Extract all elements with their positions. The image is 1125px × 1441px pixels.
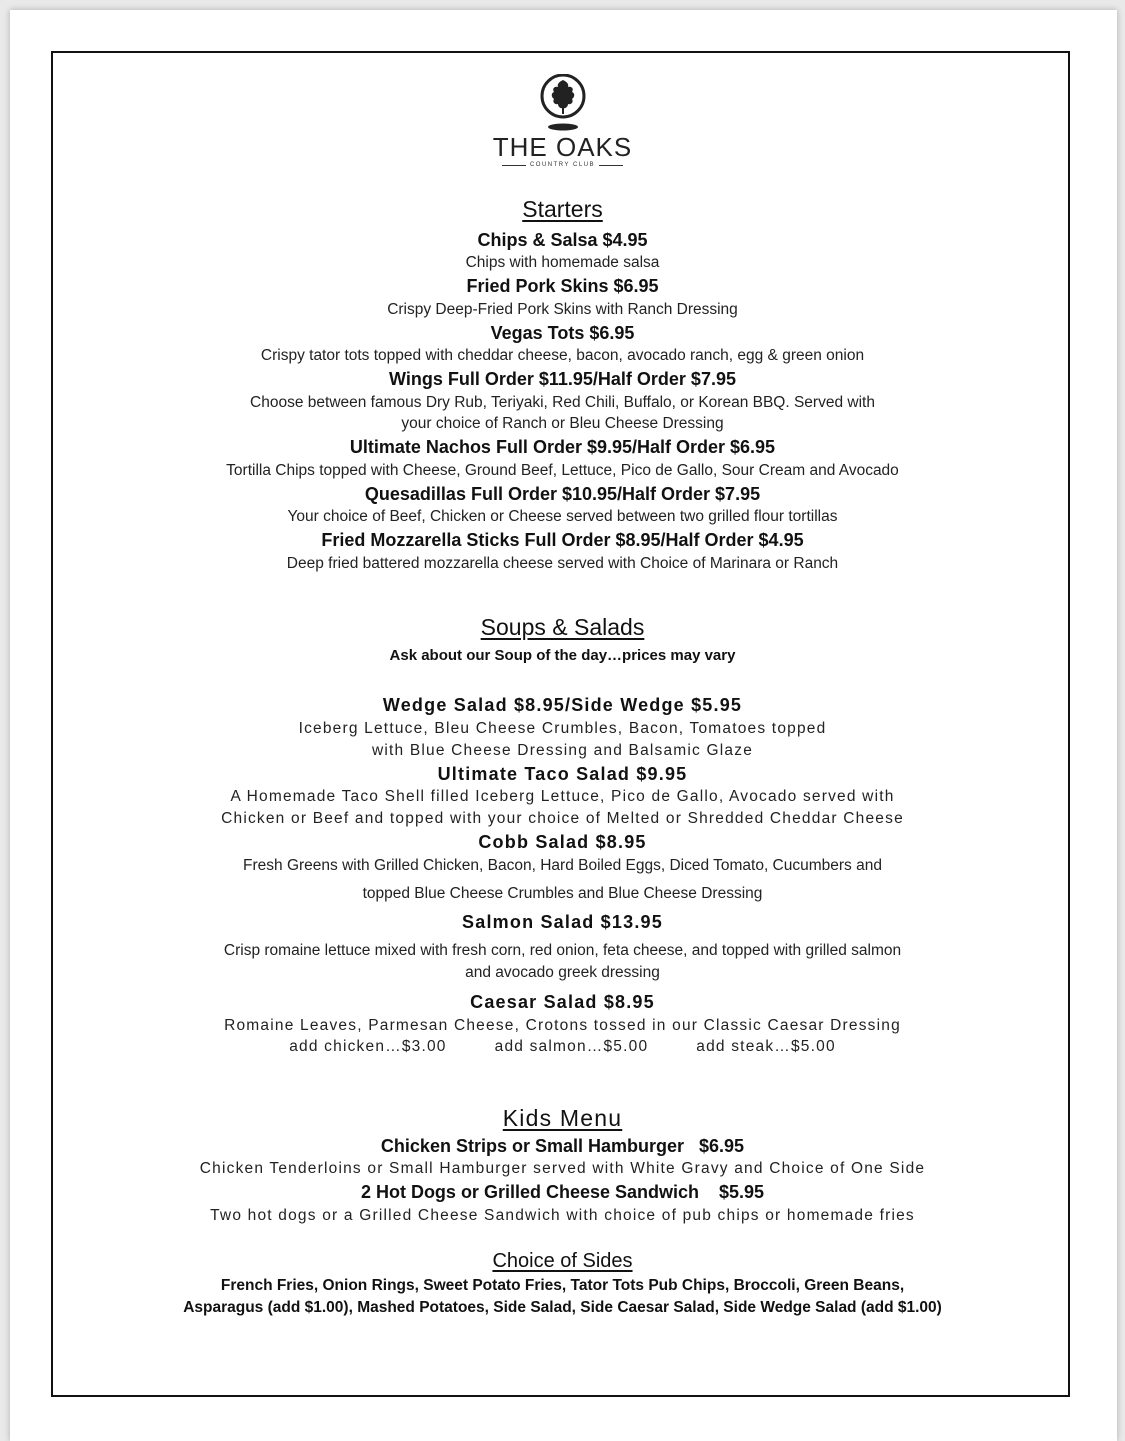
sides-line: Asparagus (add $1.00), Mashed Potatoes, Side Salad, Side Caesar Salad, Side Wedge Salad (add $1.00) (183, 1299, 942, 1316)
brand-name: THE OAKS (492, 132, 633, 162)
menu-item-desc: and avocado greek dressing (465, 964, 660, 981)
menu-item-desc: Choose between famous Dry Rub, Teriyaki, Red Chili, Buffalo, or Korean BBQ. Served with (250, 394, 875, 411)
menu-item-desc: A Homemade Taco Shell filled Iceberg Lettuce, Pico de Gallo, Avocado served with (230, 788, 895, 805)
menu-item-name: Ultimate Nachos Full Order $9.95/Half Order $6.95 (349, 437, 776, 457)
menu-item-name: 2 Hot Dogs or Grilled Cheese Sandwich $5.95 (360, 1182, 765, 1202)
menu-item-desc: Two hot dogs or a Grilled Cheese Sandwich with choice of pub chips or homemade fries (210, 1207, 915, 1224)
menu-item-name: Chips & Salsa $4.95 (477, 230, 648, 250)
addon-chicken: add chicken…$3.00 (289, 1038, 447, 1055)
menu-item-desc: Crispy tator tots topped with cheddar cheese, bacon, avocado ranch, egg & green onion (260, 347, 865, 364)
menu-item-desc: Tortilla Chips topped with Cheese, Ground Beef, Lettuce, Pico de Gallo, Sour Cream and Avocado (226, 462, 899, 479)
soups-salads-heading: Soups & Salads (480, 614, 645, 640)
menu-item-name: Fried Mozzarella Sticks Full Order $8.95/Half Order $4.95 (321, 530, 804, 550)
caesar-addons (0, 1038, 1125, 1056)
menu-item-desc: Chips with homemade salsa (465, 254, 660, 271)
menu-item-name: Quesadillas Full Order $10.95/Half Order $7.95 (364, 484, 761, 504)
menu-item-desc: with Blue Cheese Dressing and Balsamic Glaze (371, 742, 754, 759)
sides-line: French Fries, Onion Rings, Sweet Potato Fries, Tator Tots Pub Chips, Broccoli, Green Beans, (220, 1277, 905, 1294)
menu-item-desc: Chicken Tenderloins or Small Hamburger served with White Gravy and Choice of One Side (199, 1160, 926, 1177)
soup-note: Ask about our Soup of the day…prices may vary (389, 647, 736, 664)
sides-heading: Choice of Sides (492, 1250, 633, 1272)
menu-item-name: Chicken Strips or Small Hamburger $6.95 (380, 1136, 745, 1156)
menu-item-name: Ultimate Taco Salad $9.95 (437, 764, 688, 784)
menu-item-name: Vegas Tots $6.95 (490, 323, 635, 343)
brand-subtitle: COUNTRY CLUB (0, 162, 1125, 169)
menu-item-desc: Your choice of Beef, Chicken or Cheese served between two grilled flour tortillas (287, 508, 838, 525)
menu-item-name: Wedge Salad $8.95/Side Wedge $5.95 (382, 695, 743, 715)
menu-item-name: Caesar Salad $8.95 (470, 992, 655, 1012)
menu-item-desc: your choice of Ranch or Bleu Cheese Dressing (401, 415, 724, 432)
menu-item-desc: Iceberg Lettuce, Bleu Cheese Crumbles, Bacon, Tomatoes topped (298, 720, 827, 737)
starters-heading: Starters (522, 196, 603, 222)
menu-item-desc: Crispy Deep-Fried Pork Skins with Ranch Dressing (387, 301, 738, 318)
addon-salmon: add salmon…$5.00 (494, 1038, 649, 1055)
menu-item-name: Wings Full Order $11.95/Half Order $7.95 (389, 369, 736, 389)
menu-item-desc: topped Blue Cheese Crumbles and Blue Cheese Dressing (362, 885, 763, 902)
logo (0, 74, 1125, 134)
addon-steak: add steak…$5.00 (696, 1038, 836, 1055)
menu-item-name: Salmon Salad $13.95 (462, 912, 663, 932)
oak-leaf-icon (538, 74, 588, 134)
kids-heading: Kids Menu (502, 1105, 623, 1131)
menu-item-desc: Chicken or Beef and topped with your choice of Melted or Shredded Cheddar Cheese (221, 810, 904, 827)
menu-item-desc: Fresh Greens with Grilled Chicken, Bacon, Hard Boiled Eggs, Diced Tomato, Cucumbers and (243, 857, 882, 874)
menu-item-name: Fried Pork Skins $6.95 (466, 276, 659, 296)
menu-item-desc: Romaine Leaves, Parmesan Cheese, Crotons tossed in our Classic Caesar Dressing (224, 1017, 901, 1034)
menu-item-desc: Crisp romaine lettuce mixed with fresh corn, red onion, feta cheese, and topped with grilled salmon (223, 942, 902, 959)
menu-item-desc: Deep fried battered mozzarella cheese served with Choice of Marinara or Ranch (286, 555, 839, 572)
menu-item-name: Cobb Salad $8.95 (478, 832, 647, 852)
